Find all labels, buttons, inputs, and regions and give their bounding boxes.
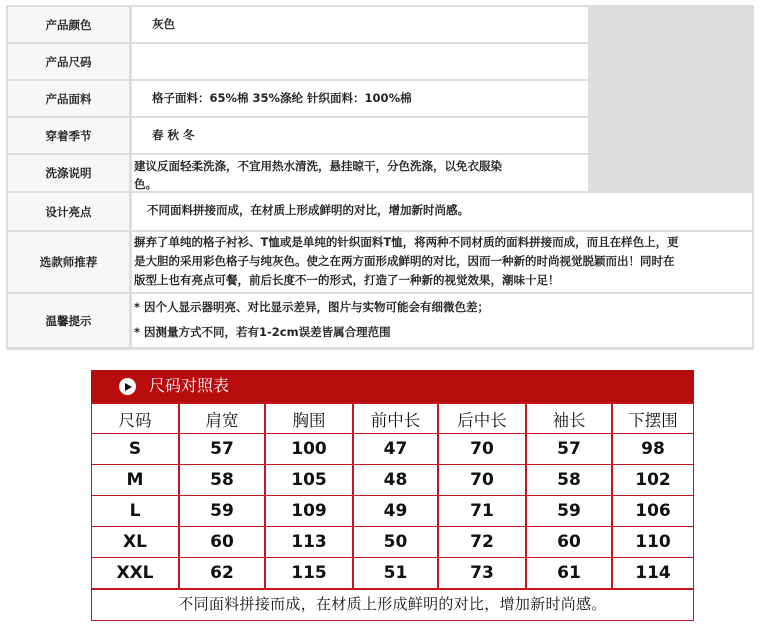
product-info-table (6, 5, 754, 350)
info-value-line: 是大胆的采用彩色格子与纯灰色。使之在两方面形成鲜明的对比，因而一种新的时尚视觉脱颖而出！同时在 (134, 254, 675, 268)
size-chart-cell: 62 (180, 558, 264, 588)
size-chart-cell: 49 (354, 496, 437, 526)
size-chart-cell: 109 (266, 496, 352, 526)
size-chart-cell: 114 (613, 558, 693, 588)
size-chart-cell: 48 (354, 465, 437, 495)
size-chart-cell: 105 (266, 465, 352, 495)
size-chart-header (91, 370, 694, 402)
size-chart-header-cell: 下摆围 (613, 404, 693, 433)
size-chart-cell: 60 (527, 527, 611, 557)
info-value-line: * 因个人显示器明亮、对比显示差异，图片与实物可能会有细微色差； (134, 300, 490, 314)
info-label: 设计亮点 (8, 193, 129, 230)
info-label: 洗涤说明 (8, 155, 129, 191)
size-chart-cell: 71 (439, 496, 525, 526)
info-row (6, 232, 754, 292)
size-chart-cell: 73 (439, 558, 525, 588)
size-chart-cell: 110 (613, 527, 693, 557)
size-chart-header-cell: 肩宽 (180, 404, 264, 433)
size-chart-cell: 57 (180, 434, 264, 464)
info-value (132, 193, 752, 230)
play-icon (119, 378, 136, 395)
info-value-line: * 因测量方式不同，若有1-2cm误差皆属合理范围 (134, 325, 391, 339)
size-chart-cell: M (92, 465, 178, 495)
info-label: 穿着季节 (8, 118, 129, 153)
info-value-line: 版型上也有亮点可餐，前后长度不一的形式，打造了一种新的视觉效果，潮味十足！ (134, 273, 560, 287)
size-chart (91, 370, 694, 621)
info-value-line: 春 秋 冬 (152, 128, 195, 142)
info-value-line: 色。 (134, 177, 157, 191)
info-value (132, 232, 752, 292)
info-row (6, 44, 754, 79)
size-chart-header-cell: 前中长 (354, 404, 437, 433)
size-chart-header-cell: 袖长 (527, 404, 611, 433)
size-chart-cell: 70 (439, 434, 525, 464)
info-label: 温馨提示 (8, 294, 129, 347)
size-chart-cell: 70 (439, 465, 525, 495)
size-chart-cell: 106 (613, 496, 693, 526)
info-row (6, 294, 754, 347)
size-chart-cell: 72 (439, 527, 525, 557)
info-value-line: 灰色 (152, 17, 175, 31)
info-row (6, 155, 754, 191)
size-chart-cell: 47 (354, 434, 437, 464)
size-chart-cell: 50 (354, 527, 437, 557)
info-label: 选款师推荐 (8, 232, 129, 292)
size-chart-cell: 115 (266, 558, 352, 588)
info-row (6, 81, 754, 116)
size-chart-cell: 102 (613, 465, 693, 495)
info-row (6, 7, 754, 42)
size-chart-cell: 58 (527, 465, 611, 495)
size-chart-cell: S (92, 434, 178, 464)
size-chart-cell: 51 (354, 558, 437, 588)
info-value-line: 不同面料拼接而成，在材质上形成鲜明的对比，增加新时尚感。 (147, 203, 469, 217)
info-value (132, 7, 588, 42)
size-chart-cell: 113 (266, 527, 352, 557)
size-chart-header-cell: 尺码 (92, 404, 178, 433)
size-chart-cell: 58 (180, 465, 264, 495)
size-chart-cell: 59 (180, 496, 264, 526)
info-value (132, 118, 588, 153)
info-label: 产品颜色 (8, 7, 129, 42)
info-label: 产品面料 (8, 81, 129, 116)
info-value (132, 81, 588, 116)
info-value-line: 建议反面轻柔洗涤，不宜用热水清洗，悬挂晾干，分色洗涤，以免衣服染 (134, 159, 502, 173)
size-chart-cell: 60 (180, 527, 264, 557)
info-value (132, 44, 588, 79)
size-chart-cell: L (92, 496, 178, 526)
size-chart-cell: 100 (266, 434, 352, 464)
size-chart-cell: XL (92, 527, 178, 557)
size-chart-header-cell: 胸围 (266, 404, 352, 433)
info-value (132, 155, 588, 191)
info-label: 产品尺码 (8, 44, 129, 79)
size-chart-cell: 57 (527, 434, 611, 464)
info-value (132, 294, 752, 347)
info-value-line: 摒弃了单纯的格子衬衫、T恤或是单纯的针织面料T恤，将两种不同材质的面料拼接而成，而且在样色上，更 (134, 235, 679, 249)
size-chart-cell: 59 (527, 496, 611, 526)
size-chart-title: 尺码对照表 (149, 376, 230, 395)
info-value-line: 格子面料：65%棉 35%涤纶 针织面料：100%棉 (152, 91, 412, 105)
info-row (6, 118, 754, 153)
size-chart-cell: 98 (613, 434, 693, 464)
size-chart-cell: 61 (527, 558, 611, 588)
size-chart-footnote: 不同面料拼接而成，在材质上形成鲜明的对比，增加新时尚感。 (92, 590, 693, 620)
size-chart-header-cell: 后中长 (439, 404, 525, 433)
info-row (6, 193, 754, 230)
size-chart-cell: XXL (92, 558, 178, 588)
